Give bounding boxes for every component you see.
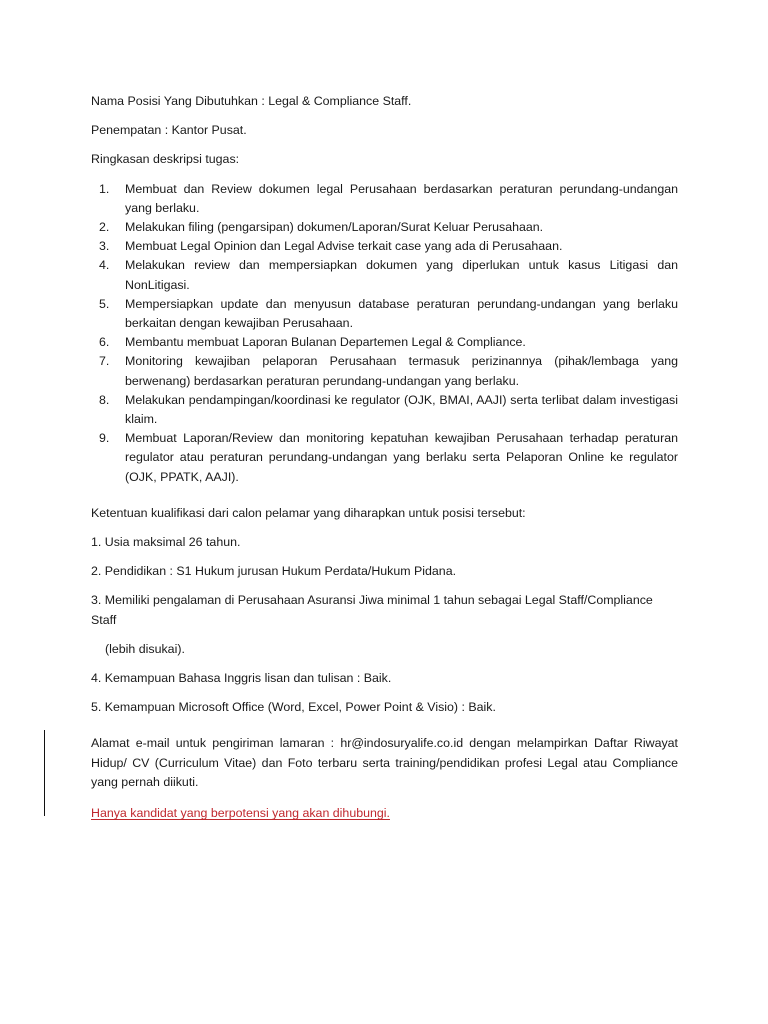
task-number: 1.: [99, 181, 110, 196]
notice-text: Hanya kandidat yang berpotensi yang akan dihubungi.: [91, 806, 390, 821]
task-list: [91, 180, 678, 487]
task-number: 8.: [99, 392, 110, 407]
task-number: 5.: [99, 296, 110, 311]
task-text: Mempersiapkan update dan menyusun database peraturan perundang-undangan yang berlaku berkaitan dengan kewajiban Perusahaan.: [125, 296, 678, 331]
task-text: Melakukan review dan mempersiapkan dokumen yang diperlukan untuk kasus Litigasi dan NonLitigasi.: [125, 258, 678, 292]
task-text: Melakukan pendampingan/koordinasi ke regulator (OJK, BMAI, AAJI) serta terlibat dalam investigasi klaim.: [125, 392, 678, 427]
qualification-item-5: 5. Kemampuan Microsoft Office (Word, Excel, Power Point & Visio) : Baik.: [91, 700, 496, 715]
qualification-item-3: 3. Memiliki pengalaman di Perusahaan Asuransi Jiwa minimal 1 tahun sebagai Legal Staff/Compliance Staff: [91, 593, 653, 627]
qualification-intro: Ketentuan kualifikasi dari calon pelamar yang diharapkan untuk posisi tersebut:: [91, 505, 526, 520]
text-cursor-line: [44, 730, 45, 816]
task-number: 6.: [99, 335, 110, 350]
task-item-9: [91, 429, 678, 487]
task-number: 7.: [99, 354, 110, 369]
task-number: 4.: [99, 258, 110, 273]
qualification-item-4: 4. Kemampuan Bahasa Inggris lisan dan tulisan : Baik.: [91, 671, 392, 686]
document-page: [91, 92, 678, 823]
task-number: 2.: [99, 220, 110, 235]
task-number: 3.: [99, 239, 110, 254]
task-item-4: [91, 256, 678, 294]
qualification-item-1: 1. Usia maksimal 26 tahun.: [91, 535, 241, 550]
application-instructions: Alamat e-mail untuk pengiriman lamaran : hr@indosuryalife.co.id dengan melampirkan Daftar Riwayat Hidup/ CV (Curriculum Vitae) dan Foto terbaru serta training/pendidikan profesi Legal atau Compliance yang pernah diikuti.: [91, 736, 678, 789]
task-number: 9.: [99, 431, 110, 446]
task-item-1: [91, 180, 678, 218]
task-summary-heading: Ringkasan deskripsi tugas:: [91, 152, 240, 167]
task-item-7: [91, 352, 678, 390]
task-item-3: [91, 237, 678, 256]
task-text: Membantu membuat Laporan Bulanan Departemen Legal & Compliance.: [125, 335, 526, 350]
task-item-6: [91, 333, 678, 352]
task-text: Monitoring kewajiban pelaporan Perusahaan termasuk perizinannya (pihak/lembaga yang berwenang) berdasarkan peraturan perundang-undangan yang berlaku.: [125, 354, 678, 388]
task-item-8: [91, 391, 678, 429]
position-title: Nama Posisi Yang Dibutuhkan : Legal & Compliance Staff.: [91, 94, 412, 108]
qualification-item-3-continuation: (lebih disukai).: [105, 641, 185, 656]
task-text: Membuat Legal Opinion dan Legal Advise terkait case yang ada di Perusahaan.: [125, 239, 563, 254]
task-item-5: [91, 295, 678, 333]
task-text: Melakukan filing (pengarsipan) dokumen/Laporan/Surat Keluar Perusahaan.: [125, 220, 544, 235]
task-text: Membuat Laporan/Review dan monitoring kepatuhan kewajiban Perusahaan terhadap peraturan regulator atau peraturan perundang-undangan yang berlaku serta Pelaporan Online ke regulator (OJK, PPATK, AAJI).: [125, 431, 678, 484]
task-item-2: [91, 218, 678, 237]
qualification-item-2: 2. Pendidikan : S1 Hukum jurusan Hukum Perdata/Hukum Pidana.: [91, 564, 457, 579]
placement-line: Penempatan : Kantor Pusat.: [91, 123, 247, 138]
task-text: Membuat dan Review dokumen legal Perusahaan berdasarkan peraturan perundang-undangan yang berlaku.: [125, 181, 678, 215]
